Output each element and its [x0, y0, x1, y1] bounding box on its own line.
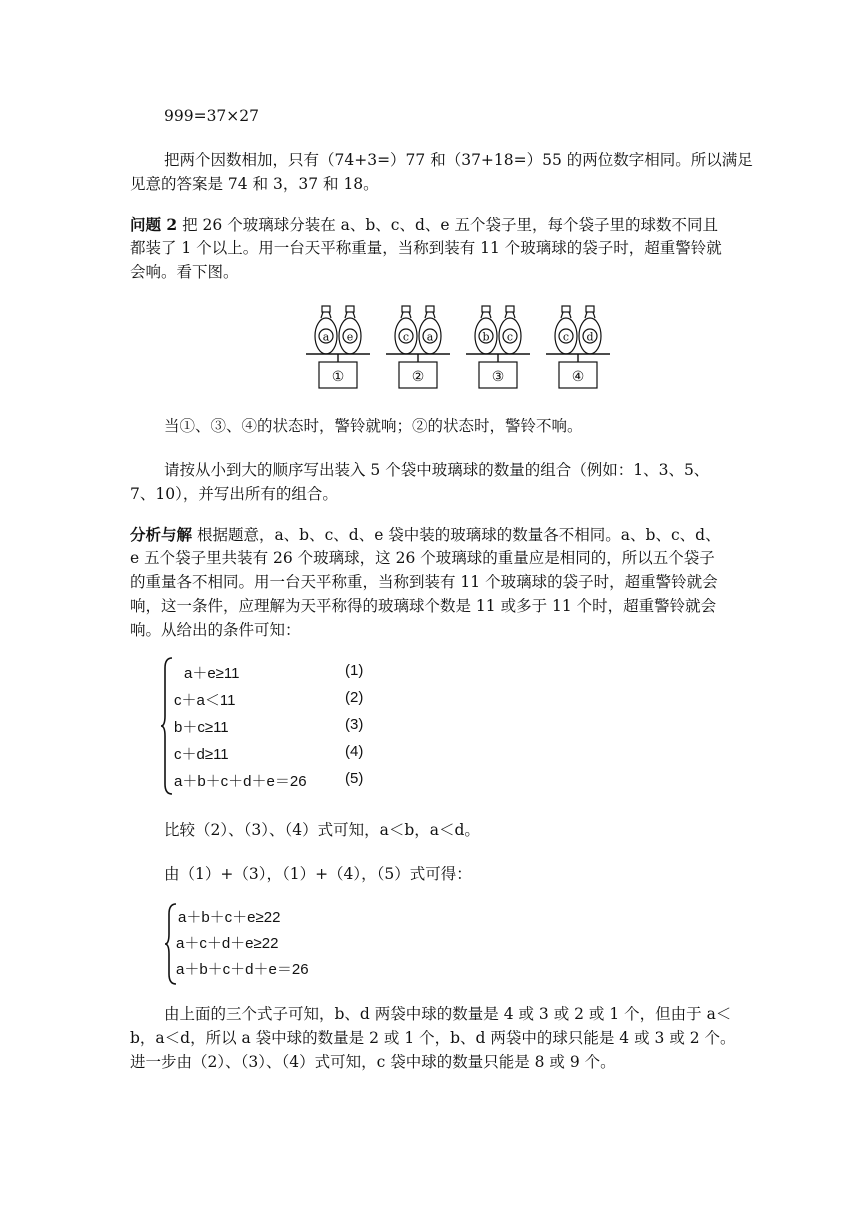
- bag-knot: [482, 306, 490, 312]
- balance-scale: [546, 306, 610, 388]
- analysis-text: 根据题意，a、b、c、d、e 袋中装的玻璃球的数量各不相同。a、b、c、d、: [192, 526, 721, 544]
- system2-expr: a＋b＋c＋d＋e＝26: [176, 961, 309, 978]
- bag-knot: [562, 306, 570, 312]
- bag-letter: c: [562, 330, 570, 344]
- paragraph-line: 7、10），并写出所有的组合。: [130, 485, 338, 503]
- system1-expr: c＋a＜11: [174, 692, 236, 709]
- bag-knot: [346, 306, 354, 312]
- analysis-line: 响。从给出的条件可知：: [130, 621, 301, 639]
- system2-expr: a＋b＋c＋e≥22: [178, 909, 281, 926]
- system1-expr: a＋e≥11: [184, 665, 240, 682]
- problem-line: 都装了 1 个以上。用一台天平称重量，当称到装有 11 个玻璃球的袋子时，超重警铃就: [130, 239, 722, 257]
- bag-letter: a: [322, 330, 330, 344]
- paragraph-line: 进一步由（2）、（3）、（4）式可知，c 袋中球的数量只能是 8 或 9 个。: [130, 1053, 616, 1071]
- problem-label: 问题 2: [130, 215, 178, 234]
- bag-neck: [345, 312, 355, 318]
- paragraph-line: 由上面的三个式子可知，b、d 两袋中球的数量是 4 或 3 或 2 或 1 个，但由于 a＜: [164, 1005, 732, 1023]
- balance-scale: [466, 306, 530, 388]
- equation-number: (4): [345, 743, 364, 760]
- bag-neck: [321, 312, 331, 318]
- bag-letter: d: [586, 330, 594, 344]
- equation-line: 999=37×27: [164, 107, 260, 125]
- paragraph-line: 请按从小到大的顺序写出装入 5 个袋中玻璃球的数量的组合（例如：1、3、5、: [164, 461, 710, 479]
- equation-number: (5): [345, 770, 364, 787]
- analysis-line: 的重量各不相同。用一台天平称重，当称到装有 11 个玻璃球的袋子时，超重警铃就会: [130, 573, 718, 591]
- bag-knot: [402, 306, 410, 312]
- bag-neck: [585, 312, 595, 318]
- bag-knot: [586, 306, 594, 312]
- paragraph-line: 当①、③、④的状态时，警铃就响；②的状态时，警铃不响。: [164, 417, 583, 435]
- bag-knot: [506, 306, 514, 312]
- scale-label: ③: [491, 369, 505, 385]
- paragraph-line: 见意的答案是 74 和 3，37 和 18。: [130, 175, 379, 193]
- equation-number: (2): [345, 689, 364, 706]
- problem-line: 会响。看下图。: [130, 263, 239, 281]
- bag-neck: [505, 312, 515, 318]
- bag-knot: [322, 306, 330, 312]
- system1-expr: a＋b＋c＋d＋e＝26: [174, 773, 307, 790]
- bag-letter: c: [506, 330, 514, 344]
- system2-expr: a＋c＋d＋e≥22: [176, 935, 279, 952]
- paragraph-line: 由（1）+（3），（1）+（4），（5）式可得：: [164, 865, 472, 883]
- problem-line: [130, 212, 718, 238]
- paragraph-line: 比较（2）、（3）、（4）式可知，a＜b，a＜d。: [164, 821, 480, 839]
- scale-label: ②: [411, 369, 425, 385]
- problem-text: 把 26 个玻璃球分装在 a、b、c、d、e 五个袋子里，每个袋子里的球数不同且: [177, 216, 718, 234]
- bag-knot: [426, 306, 434, 312]
- bag-letter: b: [482, 330, 490, 344]
- balance-figure: [306, 302, 626, 394]
- bag-neck: [425, 312, 435, 318]
- paragraph-line: 把两个因数相加，只有（74+3=）77 和（37+18=）55 的两位数字相同。所以满足: [164, 151, 753, 169]
- scale-label: ①: [331, 369, 345, 385]
- paragraph-line: b，a＜d，所以 a 袋中球的数量是 2 或 1 个，b、d 两袋中的球只能是 4 或 3 或 2 个。: [130, 1029, 736, 1047]
- balance-scale: [386, 306, 450, 388]
- brace-1: [160, 656, 174, 796]
- bag-letter: a: [426, 330, 434, 344]
- bag-letter: e: [346, 330, 354, 344]
- equation-number: (3): [345, 716, 364, 733]
- analysis-line: 响，这一条件，应理解为天平称得的玻璃球个数是 11 或多于 11 个时，超重警铃就会: [130, 597, 717, 615]
- analysis-label: 分析与解: [130, 525, 193, 544]
- bag-neck: [401, 312, 411, 318]
- bag-letter: c: [402, 330, 410, 344]
- bag-neck: [481, 312, 491, 318]
- system1-expr: c＋d≥11: [174, 746, 229, 763]
- system1-expr: b＋c≥11: [174, 719, 229, 736]
- analysis-line: [130, 522, 721, 548]
- analysis-line: e 五个袋子里共装有 26 个玻璃球，这 26 个玻璃球的重量应是相同的，所以五个袋子: [130, 549, 715, 567]
- balance-scale: [306, 306, 370, 388]
- equation-number: (1): [345, 662, 364, 679]
- bag-neck: [561, 312, 571, 318]
- scale-label: ④: [571, 369, 585, 385]
